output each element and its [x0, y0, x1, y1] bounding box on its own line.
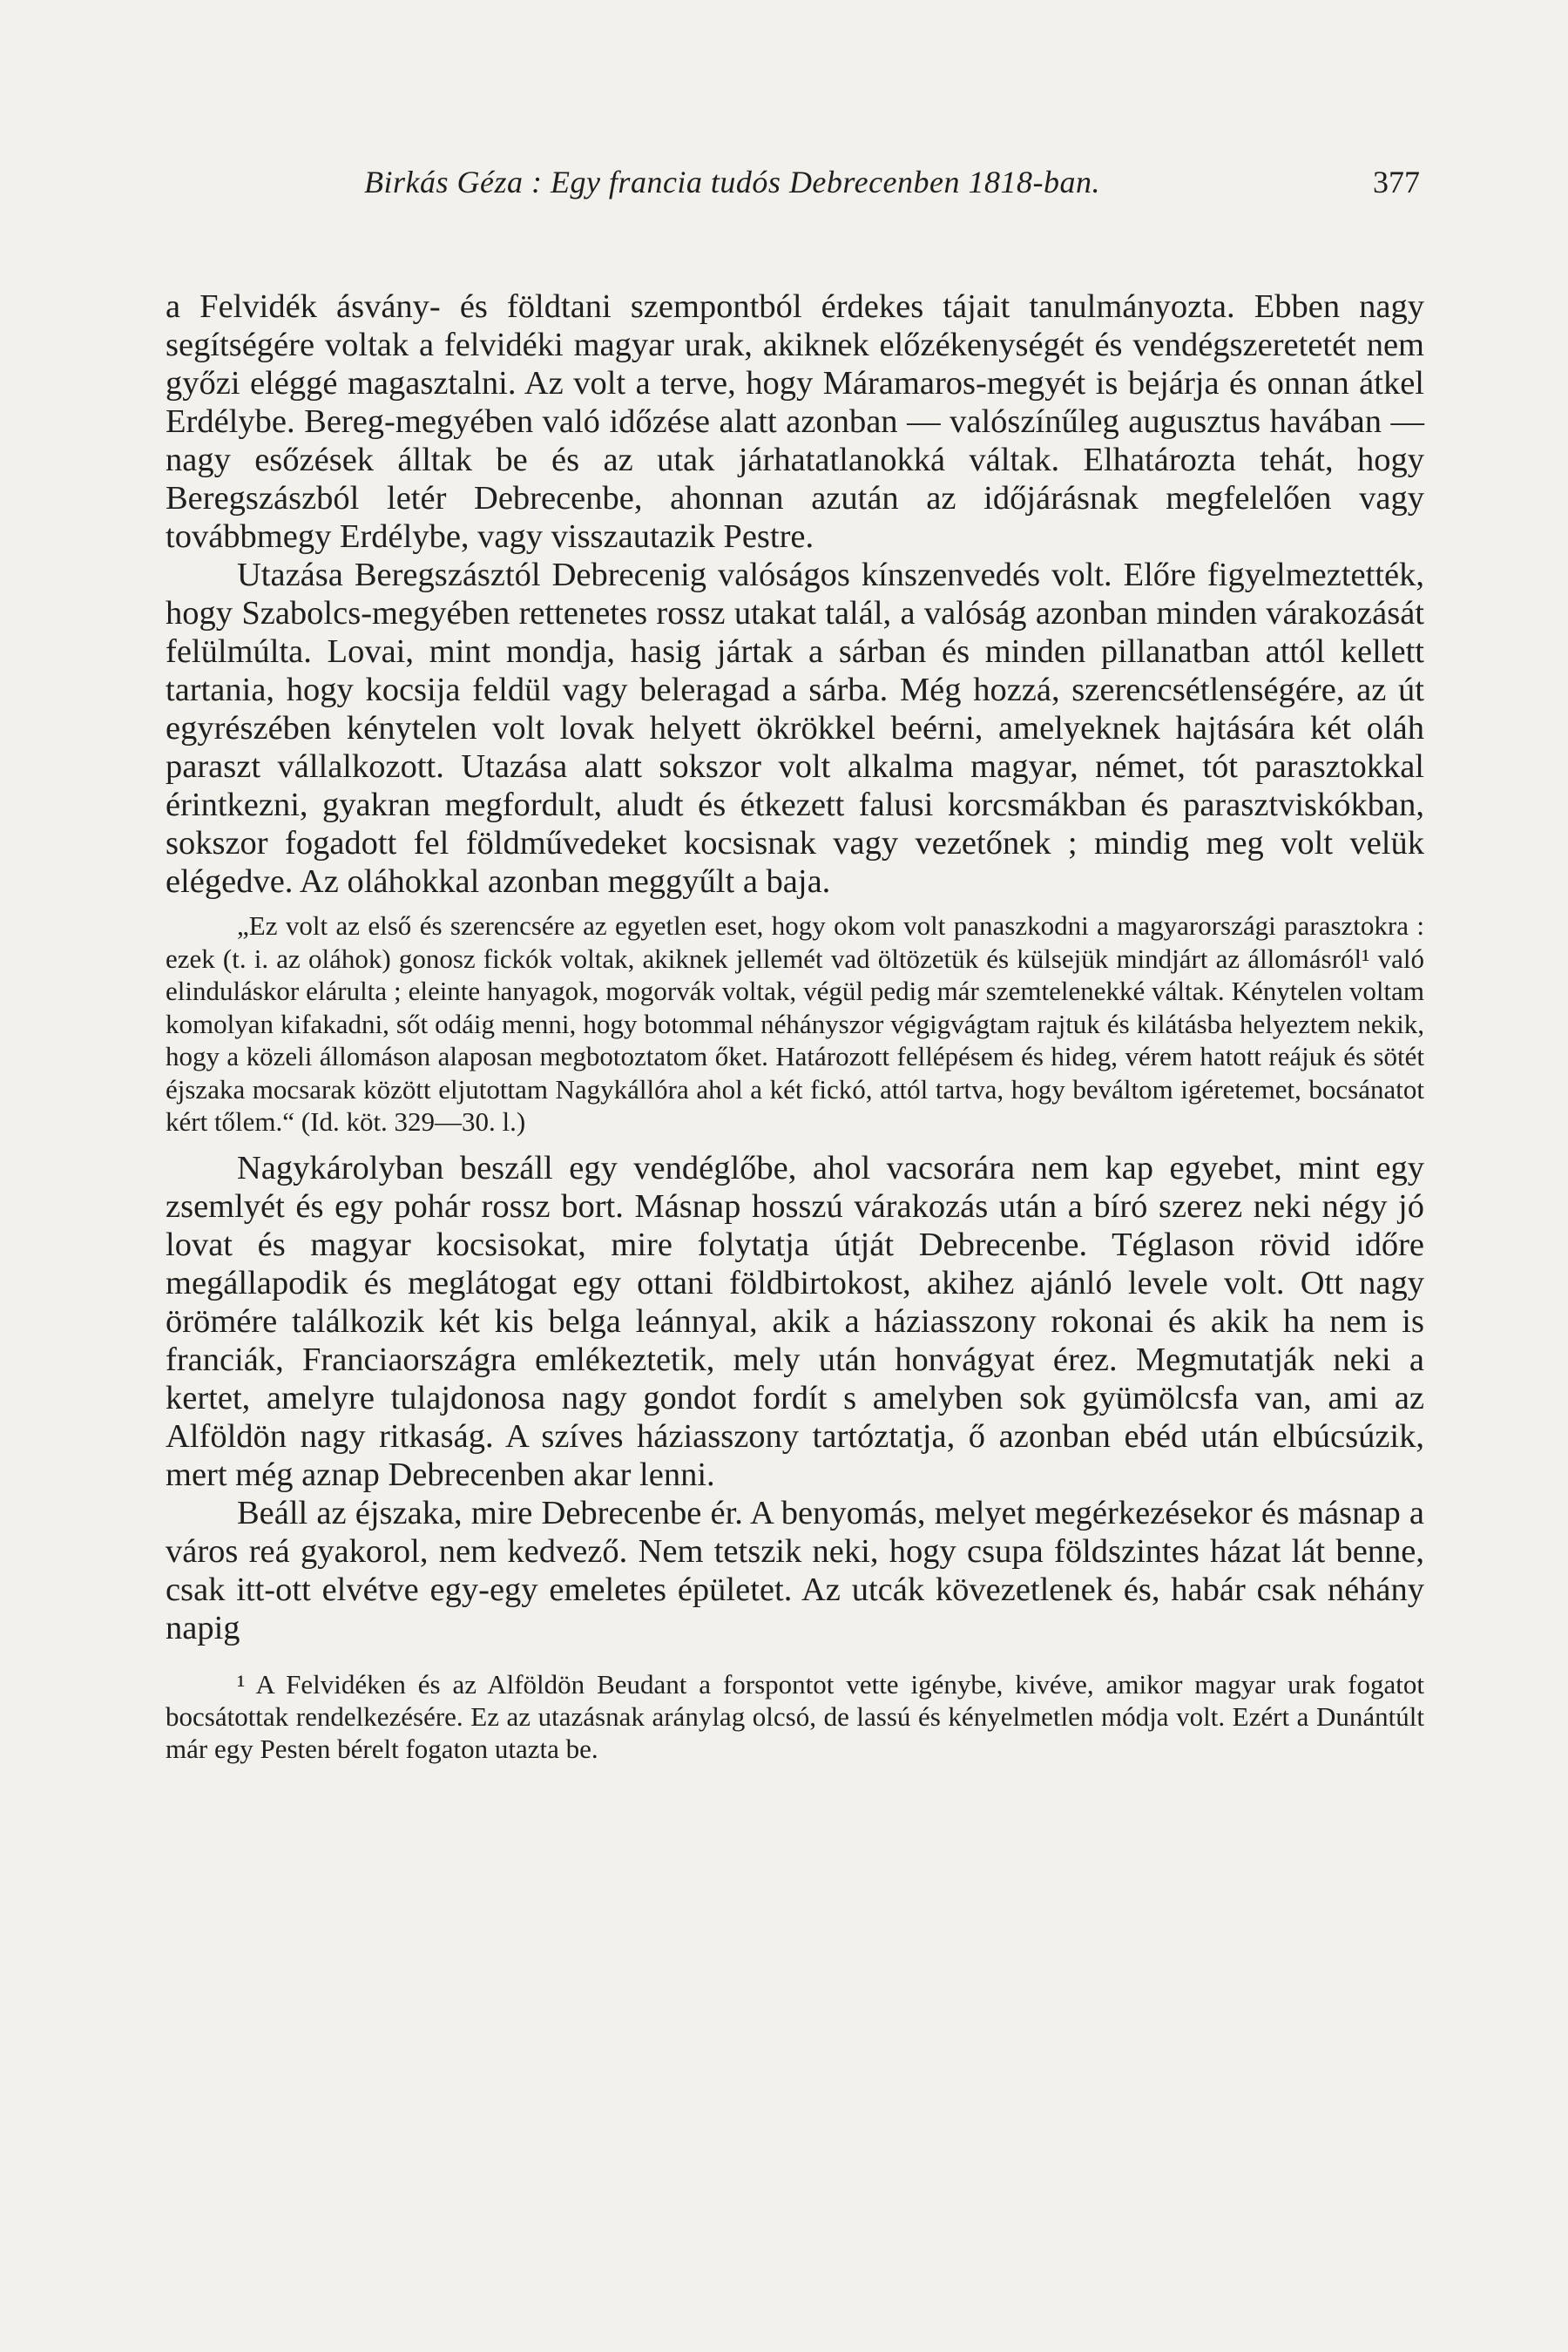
block-quote: „Ez volt az első és szerencsére az egyetlen eset, hogy okom volt panaszkodni a magyarországi parasztokra : ezek (t. i. az oláhok) gonosz fickók voltak, akiknek jellemét vad öltözetük és külsejük mindjárt az állomásról¹ való elinduláskor elárulta ; eleinte hanyagok, mogorvák voltak, végül pedig már szemtelenekké váltak. Kénytelen voltam komolyan kifakadni, sőt odáig menni, hogy botommal néhányszor végigvágtam rajtuk és kilátásba helyeztem nekik, hogy a közeli állomáson alaposan megbotoztatom őket. Határozott fellépésem és hideg, vérem hatott reájuk és sötét éjszaka mocsarak között eljutottam Nagykállóra ahol a két fickó, attól tartva, hogy beváltom igéretemet, bocsánatot kért tőlem.“ (Id. köt. 329—30. l.): [166, 910, 1424, 1137]
paragraph-continued: a Felvidék ásvány- és földtani szempontból érdekes tájait tanulmányozta. Ebben nagy segítségére voltak a felvidéki magyar urak, akiknek előzékenységét és vendégszeretetét nem győzi eléggé magasztalni. Az volt a terve, hogy Máramaros-megyét is bejárja és onnan átkel Erdélybe. Bereg-megyében való időzése alatt azonban — valószínűleg augusztus havában — nagy esőzések álltak be és az utak járhatatlanokká váltak. Elhatározta tehát, hogy Beregszászból letér Debrecenbe, ahonnan azután az időjárásnak megfelelően vagy továbbmegy Erdélybe, vagy visszautazik Pestre.: [166, 288, 1424, 555]
paragraph: Beáll az éjszaka, mire Debrecenbe ér. A benyomás, melyet megérkezésekor és másnap a város reá gyakorol, nem kedvező. Nem tetszik neki, hogy csupa földszintes házat lát benne, csak itt-ott elvétve egy-egy emeletes épületet. Az utcák kövezetlenek és, habár csak néhány napig: [166, 1494, 1424, 1646]
paragraph: Nagykárolyban beszáll egy vendéglőbe, ahol vacsorára nem kap egyebet, mint egy zsemlyét és egy pohár rossz bort. Másnap hosszú várakozás után a bíró szerez neki négy jó lovat és magyar kocsisokat, mire folytatja útját Debrecenbe. Téglason rövid időre megállapodik és meglátogat egy ottani földbirtokost, akihez ajánló levele volt. Ott nagy örömére találkozik két kis belga leánnyal, akik a háziasszony rokonai és akik ha nem is franciák, Franciaországra emlékeztetik, mely után honvágyat érez. Megmutatják neki a kertet, amelyre tulajdonosa nagy gondot fordít s amelyben sok gyümölcsfa van, ami az Alföldön nagy ritkaság. A szíves háziasszony tartóztatja, ő azonban ebéd után elbúcsúzik, mert még aznap Debrecenben akar lenni.: [166, 1149, 1424, 1493]
paragraph: Utazása Beregszásztól Debrecenig valóságos kínszenvedés volt. Előre figyelmeztették, hogy Szabolcs-megyében rettenetes rossz utakat talál, a valóság azonban minden várakozását felülmúlta. Lovai, mint mondja, hasig jártak a sárban és minden pillanatban attól kellett tartania, hogy kocsija feldül vagy beleragad a sárba. Még hozzá, szerencsétlenségére, az út egyrészében kénytelen volt lovak helyett ökrökkel beérni, amelyeknek hajtására két oláh paraszt vállalkozott. Utazása alatt sokszor volt alkalma magyar, német, tót parasztokkal érintkezni, gyakran megfordult, aludt és étkezett falusi korcsmákban és parasztviskókban, sokszor fogadott fel földművedeket kocsisnak vagy vezetőnek ; mindig meg volt velük elégedve. Az oláhokkal azonban meggyűlt a baja.: [166, 557, 1424, 900]
running-title: Birkás Géza : Egy francia tudós Debrecenben 1818-ban.: [364, 165, 1100, 199]
running-header: [166, 164, 1420, 216]
footnote: ¹ A Felvidéken és az Alföldön Beudant a forspontot vette igénybe, kivéve, amikor magyar urak fogatot bocsátottak rendelkezésére. Ez az utazásnak aránylag olcsó, de lassú és kényelmetlen módja volt. Ezért a Dunántúlt már egy Pesten bérelt fogaton utazta be.: [166, 1668, 1424, 1764]
footnotes: [166, 1668, 1424, 1765]
page-number: 377: [1373, 165, 1420, 199]
body-text: [166, 287, 1424, 1765]
